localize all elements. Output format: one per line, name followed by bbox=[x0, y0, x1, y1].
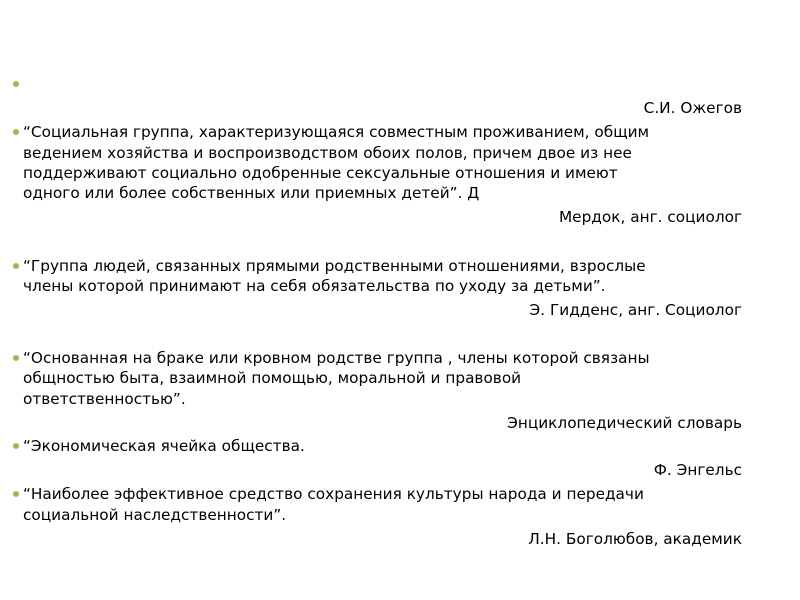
quote-author: Энциклопедический словарь bbox=[507, 414, 742, 432]
quote-line: “Группа людей, связанных прямыми родственными отношениями, взрослые bbox=[23, 257, 646, 275]
quote-line: общностью быта, взаимной помощью, моральной и правовой bbox=[23, 369, 522, 387]
quote-author: Мердок, анг. социолог bbox=[558, 208, 742, 226]
quote-line: “Основанная на браке или кровном родстве группа , члены которой связаны bbox=[23, 349, 650, 367]
quote-line: социальной наследственности”. bbox=[23, 506, 287, 524]
quote-author: Э. Гидденс, анг. Социолог bbox=[529, 301, 742, 319]
quote-author: С.И. Ожегов bbox=[643, 99, 742, 117]
quote-line: “Наиболее эффективное средство сохранения культуры народа и передачи bbox=[23, 485, 644, 503]
quote-line: ведением хозяйства и воспроизводством обоих полов, причем двое из нее bbox=[23, 144, 632, 162]
quote-line: поддерживают социально одобренные сексуальные отношения и имеют bbox=[23, 164, 618, 182]
quote-line: “Экономическая ячейка общества. bbox=[23, 437, 305, 455]
bullet-marker bbox=[13, 263, 19, 269]
quote-author: Ф. Энгельс bbox=[653, 461, 742, 479]
bullet-marker bbox=[13, 81, 19, 87]
quote-line: одного или более собственных или приемных детей”. Д bbox=[23, 184, 480, 202]
bullet-marker bbox=[13, 129, 19, 135]
quote-line: “Социальная группа, характеризующаяся совместным проживанием, общим bbox=[23, 123, 650, 141]
bullet-marker bbox=[13, 443, 19, 449]
bullet-marker bbox=[13, 355, 19, 361]
quote-line: члены которой принимают на себя обязательства по уходу за детьми”. bbox=[23, 277, 606, 295]
quote-line: ответственностью”. bbox=[23, 390, 186, 408]
bullet-marker bbox=[13, 491, 19, 497]
quote-author: Л.Н. Боголюбов, академик bbox=[528, 530, 742, 548]
